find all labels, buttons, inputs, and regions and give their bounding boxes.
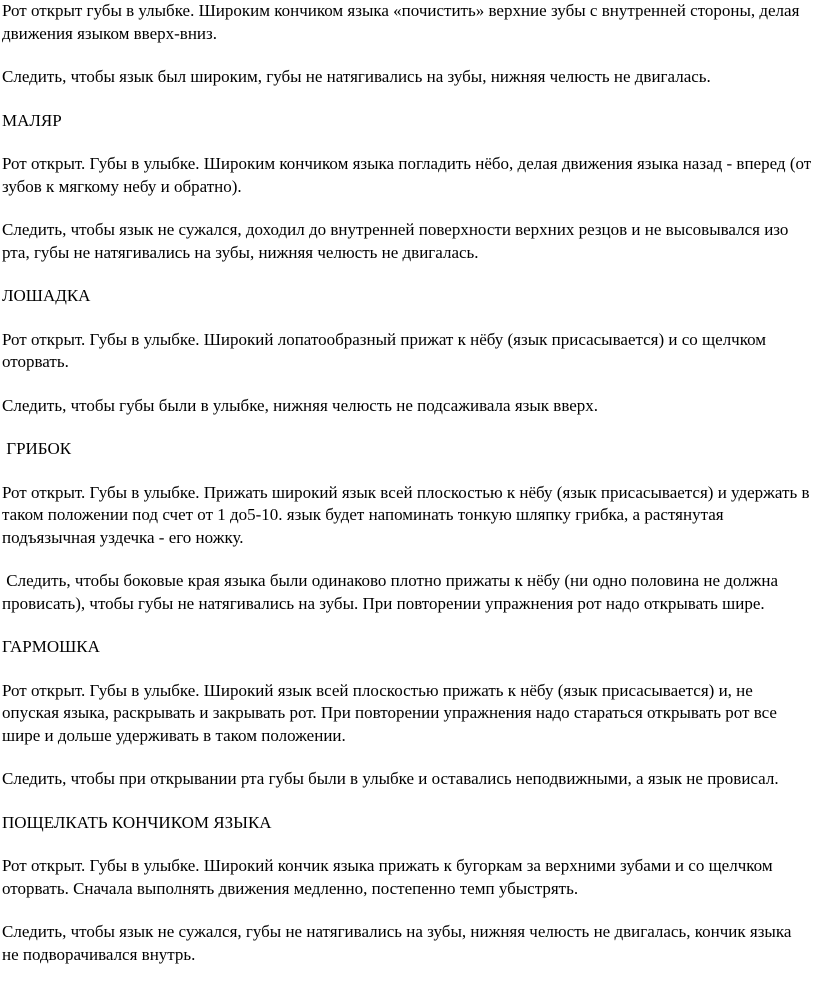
paragraph-note: Следить, чтобы язык не сужался, губы не натягивались на зубы, нижняя челюсть не двигалась, кончик языка не подворачивался внутрь. [2, 922, 796, 964]
paragraph-instruction: Рот открыт. Губы в улыбке. Широкий лопатообразный прижат к нёбу (язык присасывается) и со щелчком оторвать. [2, 329, 771, 371]
paragraph-instruction: Рот открыт. Губы в улыбке. Широким кончиком языка погладить нёбо, делая движения языка назад - вперед (от зубов к мягкому небу и обратно). [2, 154, 816, 196]
heading-gribok: ГРИБОК [2, 439, 72, 458]
heading-loshadka: ЛОШАДКА [2, 286, 91, 305]
paragraph-note: Следить, чтобы язык был широким, губы не натягивались на зубы, нижняя челюсть не двигалась. [2, 67, 711, 86]
heading-malyar: МАЛЯР [2, 110, 62, 130]
paragraph-note: Следить, чтобы боковые края языка были одинаково плотно прижаты к нёбу (ни одно половина не должна провисать), чтобы губы не натягивались на зубы. При повторении упражнения рот надо открывать шире. [2, 571, 783, 613]
paragraph-instruction: Рот открыт. Губы в улыбке. Прижать широкий язык всей плоскостью к нёбу (язык присасывается) и удержать в таком положении под счет от 1 до5-10. язык будет напоминать тонкую шляпку грибка, а растянутая подъязычная уздечка - его ножку. [2, 482, 814, 547]
paragraph-instruction: Рот открыт. Губы в улыбке. Широкий кончик языка прижать к бугоркам за верхними зубами и со щелчком оторвать. Сначала выполнять движения медленно, постепенно темп убыстрять. [2, 856, 777, 898]
paragraph-note: Следить, чтобы губы были в улыбке, нижняя челюсть не подсаживала язык вверх. [2, 395, 599, 415]
paragraph-instruction: Рот открыт губы в улыбке. Широким кончиком языка «почистить» верхние зубы с внутренней стороны, делая движения языком вверх-вниз. [2, 1, 804, 43]
heading-poshchelkat: ПОЩЕЛКАТЬ КОНЧИКОМ ЯЗЫКА [2, 812, 272, 832]
heading-garmoshka: ГАРМОШКА [2, 637, 100, 656]
paragraph-note: Следить, чтобы при открывании рта губы были в улыбке и оставались неподвижными, а язык не провисал. [2, 769, 779, 788]
paragraph-note: Следить, чтобы язык не сужался, доходил до внутренней поверхности верхних резцов и не высовывался изо рта, губы не натягивались на зубы, нижняя челюсть не двигалась. [2, 220, 793, 262]
paragraph-instruction: Рот открыт. Губы в улыбке. Широкий язык всей плоскостью прижать к нёбу (язык присасывается) и, не опуская языка, раскрывать и закрывать рот. При повторении упражнения надо стараться открывать рот все шире и дольше удерживать в таком положении. [2, 680, 782, 745]
